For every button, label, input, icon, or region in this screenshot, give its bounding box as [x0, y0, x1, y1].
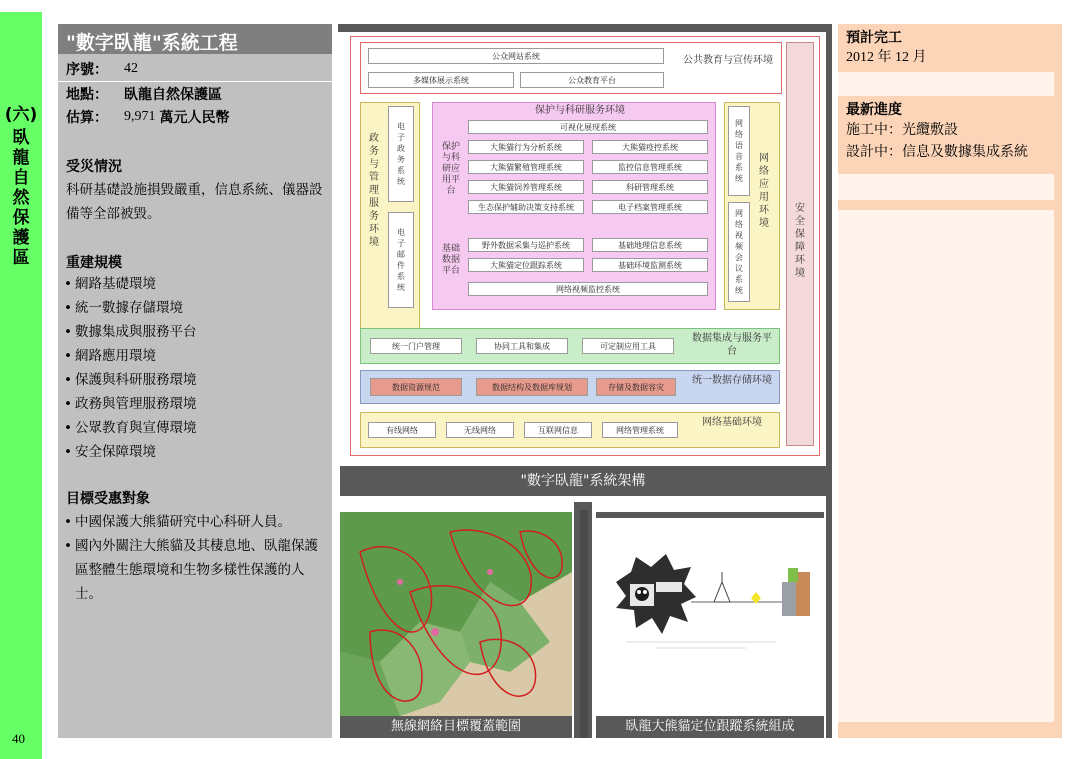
base-platform-label: 基础数据平台 — [441, 244, 460, 276]
security-label: 安全保障环境 — [795, 203, 805, 279]
media-cell: 多媒体展示系统 — [368, 72, 514, 88]
page-number: 40 — [12, 731, 25, 746]
research-cell: 大熊猫疫控系统 — [592, 140, 708, 154]
coverage-map-graphic — [340, 512, 572, 716]
list-item: • 政務與管理服務環境 — [64, 392, 330, 416]
serial-row — [66, 58, 138, 80]
progress-line: 設計中：信息及數據集成系統 — [846, 144, 1028, 160]
tracking-system-figure — [596, 512, 824, 716]
architecture-diagram — [340, 32, 826, 466]
damage-text: 科研基礎設施損毀嚴重，信息系統、儀器設備等全部被毀。 — [66, 182, 323, 222]
diagram-frame-right — [826, 24, 832, 738]
project-title: "數字臥龍"系統工程 — [58, 24, 332, 54]
section-name: 臥龍自然保護區 — [12, 128, 30, 268]
location-label: 地點： — [66, 87, 108, 103]
list-item: • 數據集成與服務平台 — [64, 320, 330, 344]
status-footer-band — [838, 722, 1054, 738]
estimate-row — [66, 106, 230, 128]
storage-cell: 数据资源规范 — [370, 378, 462, 396]
status-divider — [838, 200, 1054, 210]
base-cell: 野外数据采集与巡护系统 — [468, 238, 584, 252]
completion-block — [838, 24, 1054, 72]
network-cell: 有线网络 — [368, 422, 436, 438]
voice-label: 网络语音系统 — [735, 119, 743, 183]
serial-label: 序號： — [66, 62, 108, 78]
list-item: • 統一數據存儲環境 — [64, 296, 330, 320]
list-item: • 安全保障環境 — [64, 440, 330, 464]
network-cell: 网络管理系统 — [602, 422, 678, 438]
progress-block — [838, 96, 1054, 174]
tracking-system-graphic — [596, 512, 824, 716]
beneficiaries-list — [64, 510, 330, 606]
tracking-caption: 臥龍大熊貓定位跟蹤系統組成 — [596, 716, 824, 738]
public-site-cell: 公众网站系统 — [368, 48, 664, 64]
section-number: (六) — [4, 105, 38, 125]
integration-cell: 可定制应用工具 — [582, 338, 674, 354]
base-cell: 基础地理信息系统 — [592, 238, 708, 252]
progress-heading: 最新進度 — [846, 102, 902, 118]
completion-value: 2012 年 12 月 — [846, 50, 927, 65]
voice-cell — [728, 106, 750, 196]
research-cell: 生态保护辅助决策支持系统 — [468, 200, 584, 214]
gov-sys2-label: 电子邮件系统 — [397, 228, 405, 292]
list-item: • 中國保護大熊貓研究中心科研人員。 — [64, 510, 330, 534]
network-base-label: 网络基础环境 — [702, 417, 762, 428]
integration-cell: 统一门户管理 — [370, 338, 462, 354]
list-item: • 公眾教育與宣傳環境 — [64, 416, 330, 440]
research-cell: 大熊猫行为分析系统 — [468, 140, 584, 154]
plan-list — [64, 272, 330, 464]
research-cell: 科研管理系统 — [592, 180, 708, 194]
research-env-label: 保护与科研服务环境 — [535, 105, 625, 116]
storage-label: 统一数据存储环境 — [692, 375, 772, 386]
base-cell: 大熊猫定位跟踪系统 — [468, 258, 584, 272]
research-cell: 大熊猫饲养管理系统 — [468, 180, 584, 194]
completion-heading: 預計完工 — [846, 30, 902, 46]
storage-cell: 存储及数据容灾 — [596, 378, 676, 396]
map-caption: 無線網絡目標覆蓋範圍 — [340, 716, 572, 738]
location-row — [66, 83, 222, 105]
videoconf-label: 网络视频会议系统 — [735, 209, 743, 295]
integration-cell: 协同工具和集成 — [476, 338, 568, 354]
estimate-number: 9,971 — [124, 109, 156, 124]
beneficiaries-heading: 目標受惠對象 — [66, 491, 150, 507]
diagram-caption: "數字臥龍"系統架構 — [340, 466, 826, 496]
list-item: • 網路應用環境 — [64, 344, 330, 368]
coverage-map — [340, 512, 572, 716]
netapp-env-label: 网络应用环境 — [759, 153, 769, 229]
integration-label: 数据集成与服务平台 — [692, 333, 772, 357]
location-value: 臥龍自然保護區 — [124, 87, 222, 103]
network-cell: 互联网信息 — [524, 422, 592, 438]
research-cell: 监控信息管理系统 — [592, 160, 708, 174]
estimate-label: 估算： — [66, 110, 108, 126]
base-cell: 基础环境监测系统 — [592, 258, 708, 272]
storage-cell: 数据结构及数据库规划 — [476, 378, 588, 396]
diagram-frame-top — [338, 24, 826, 32]
gov-sys1-cell — [388, 106, 414, 202]
gov-env-label: 政务与管理服务环境 — [369, 133, 379, 248]
video-monitor-cell: 网络视频监控系统 — [468, 282, 708, 296]
list-item: • 保護與科研服務環境 — [64, 368, 330, 392]
platform-label: 保护与科研应用平台 — [442, 142, 461, 196]
research-cell: 大熊猫繁殖管理系统 — [468, 160, 584, 174]
edu-platform-cell: 公众教育平台 — [520, 72, 664, 88]
photo-divider-inner — [580, 510, 588, 738]
gov-sys2-cell — [388, 212, 414, 308]
list-item: • 國內外關注大熊貓及其棲息地、臥龍保護區整體生態環境和生物多樣性保護的人士。 — [64, 534, 330, 606]
vis-cell: 可视化展现系统 — [468, 120, 708, 134]
status-panel-edge — [1054, 24, 1062, 738]
list-item: • 網路基礎環境 — [64, 272, 330, 296]
research-cell: 电子档案管理系统 — [592, 200, 708, 214]
progress-line: 施工中：光纜敷設 — [846, 122, 958, 138]
videoconf-cell — [728, 202, 750, 302]
plan-heading: 重建規模 — [66, 255, 122, 271]
estimate-unit: 萬元人民幣 — [159, 110, 230, 126]
damage-heading: 受災情況 — [66, 159, 122, 175]
public-env-label: 公共教育与宣传环境 — [683, 55, 773, 66]
divider — [58, 81, 332, 82]
gov-sys1-label: 电子政务系统 — [397, 122, 405, 186]
serial-value: 42 — [124, 61, 138, 76]
network-cell: 无线网络 — [446, 422, 514, 438]
